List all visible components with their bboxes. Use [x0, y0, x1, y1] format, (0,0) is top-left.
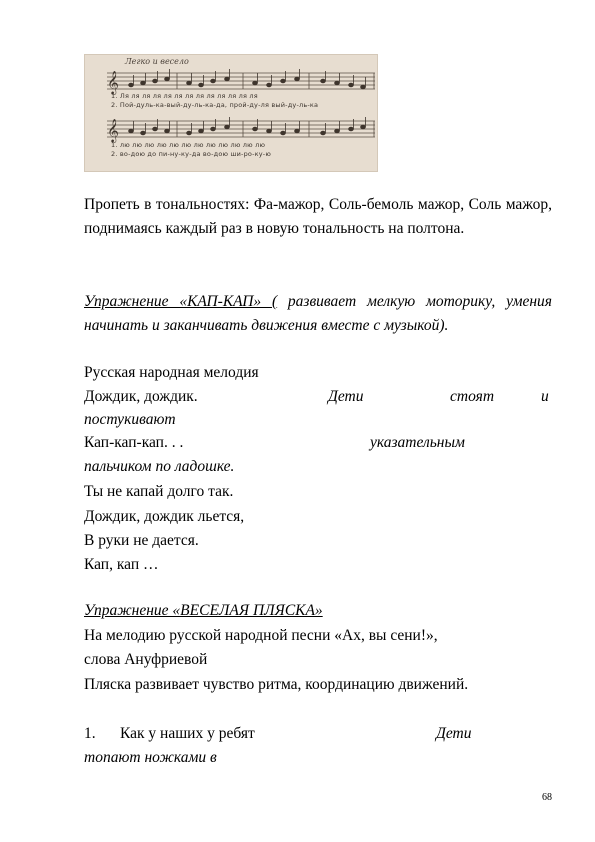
text-line: [84, 431, 552, 454]
svg-text:𝄞: 𝄞: [107, 70, 119, 94]
text-line: [84, 455, 552, 478]
sheet-music-image: [84, 54, 378, 172]
text-line: [84, 648, 552, 671]
list-number: 1.: [84, 725, 96, 742]
text-line: [84, 599, 552, 622]
instruction-word: и: [541, 388, 549, 405]
melody-label: Русская народная мелодия: [84, 364, 259, 381]
text-line: [84, 553, 552, 576]
score-title: Легко и весело: [125, 57, 189, 66]
instruction-line: пальчиком по ладошке.: [84, 458, 235, 475]
song-line: На мелодию русской народной песни «Ах, вы сени!»,: [84, 627, 438, 644]
text-line: [84, 385, 552, 408]
song-line: слова Ануфриевой: [84, 651, 208, 668]
dance-paragraph: Пляска развивает чувство ритма, координацию движений.: [84, 676, 469, 693]
song-line: Кап-кап-кап. . .: [84, 434, 184, 451]
text-line: [84, 480, 552, 503]
song-line: Дождик, дождик льется,: [84, 508, 245, 525]
page-number: 68: [542, 792, 552, 803]
instruction-word: стоят: [450, 388, 495, 405]
instruction-word: указательным: [370, 434, 465, 451]
song-line: В руки не дается.: [84, 532, 199, 549]
instruction-line: постукивают: [84, 411, 176, 428]
text-line: [84, 722, 552, 745]
instruction-word: Дети: [436, 725, 472, 742]
text-line: [84, 746, 552, 769]
song-line: Как у наших у ребят: [120, 725, 255, 742]
score-lyric-line: 1. лю лю лю лю лю лю лю лю лю лю лю лю: [111, 141, 266, 149]
song-line: Кап, кап …: [84, 556, 159, 573]
score-lyric-line: 2. во-дою до пи-ну-ку-да во-дою ши-ро-ку-ю: [111, 150, 272, 158]
score-lyric-line: 1. Ля ля ля ля ля ля ля ля ля ля ля ля ля: [111, 92, 258, 100]
transposition-paragraph: Пропеть в тональностях: Фа-мажор, Соль-бемоль мажор, Соль мажор, поднимаясь каждый раз в новую тональность на полтона.: [84, 196, 552, 237]
svg-text:𝄞: 𝄞: [107, 118, 119, 142]
exercise-kap-kap-heading: [84, 290, 552, 337]
instruction-line: топают ножками в: [84, 749, 217, 766]
score-lyric-line: 2. Пой-дуль-ка-вый-ду-ль-ка-да, прой-ду-ля вый-ду-ль-ка: [111, 101, 319, 109]
text-line: [84, 624, 552, 647]
text-line: [84, 505, 552, 528]
text-line: [84, 408, 552, 431]
instruction-word: Дети: [328, 388, 364, 405]
exercise-kap-kap-description: развивает мелкую моторику, умения начинать и заканчивать движения вместе с музыкой).: [84, 293, 552, 334]
exercise-kap-kap-title: Упражнение «КАП-КАП» (: [84, 293, 278, 310]
song-line: Ты не капай долго так.: [84, 483, 234, 500]
song-line: Дождик, дождик.: [84, 388, 198, 405]
exercise-dance-title: Упражнение «ВЕСЕЛАЯ ПЛЯСКА»: [84, 602, 323, 619]
text-line: [84, 529, 552, 552]
text-line: [84, 361, 552, 384]
